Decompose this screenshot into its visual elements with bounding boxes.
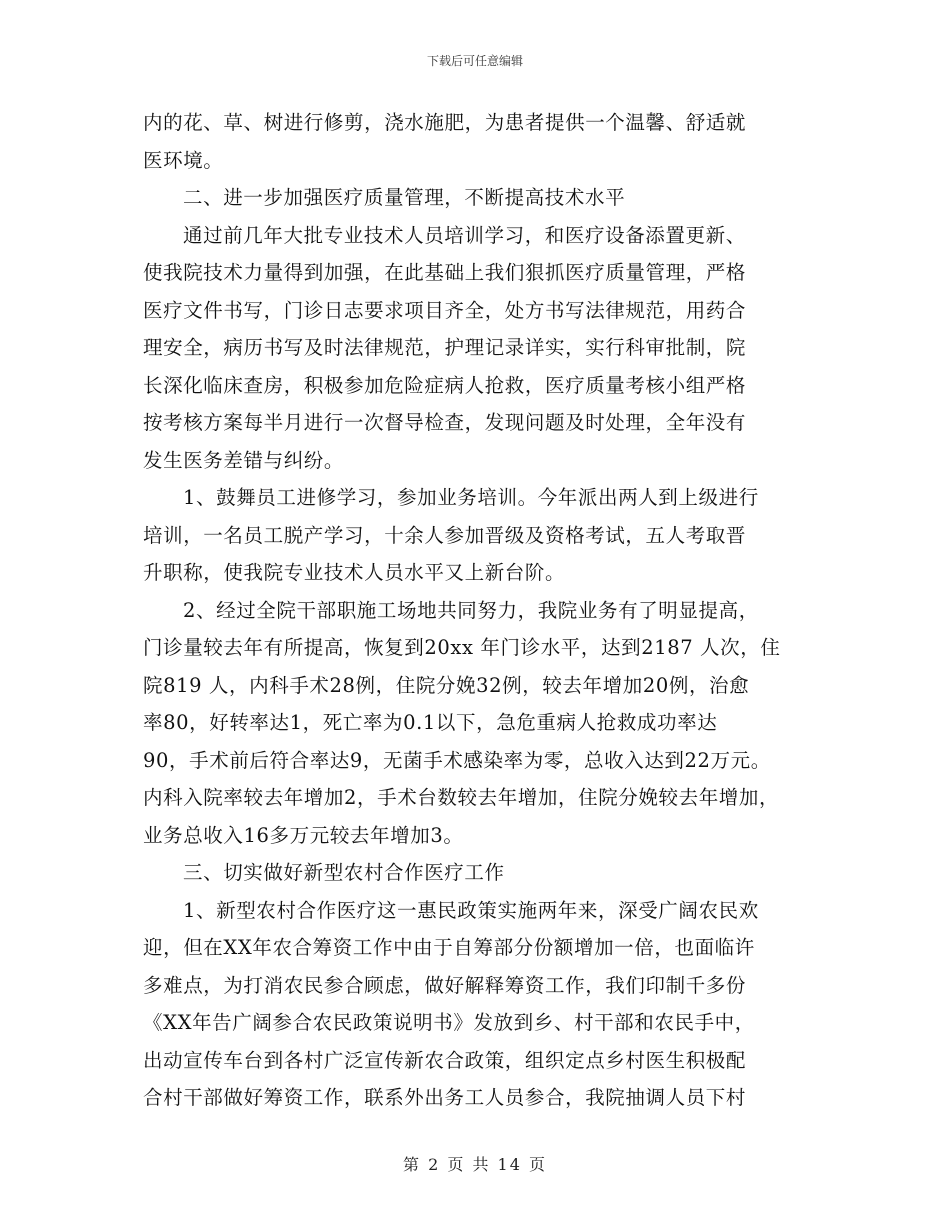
body-line: 医环境。 — [143, 148, 224, 172]
body-line: 1、新型农村合作医疗这一惠民政策实施两年来，深受广阔农民欢 — [183, 898, 759, 922]
body-line: 发生医务差错与纠纷。 — [143, 448, 345, 472]
page-header: 下载后可任意编辑 — [426, 54, 523, 68]
body-line: 按考核方案每半月进行一次督导检查，发现问题及时处理，全年没有 — [143, 411, 747, 434]
page-footer: 第 2 页 共 14 页 — [403, 1155, 547, 1174]
document-body — [143, 104, 833, 1117]
body-line: 通过前几年大批专业技术人员培训学习，和医疗设备添置更新、 — [183, 223, 746, 247]
body-line: 90，手术前后符合率达9，无菌手术感染率为零，总收入达到22万元。 — [143, 748, 771, 772]
body-line: 升职称，使我院专业技术人员水平又上新台阶。 — [143, 561, 566, 584]
body-line: 长深化临床查房，积极参加危险症病人抢救，医疗质量考核小组严格 — [143, 373, 747, 397]
body-line: 2、经过全院干部职施工场地共同努力，我院业务有了明显提高， — [183, 598, 759, 622]
body-line: 理安全，病历书写及时法律规范，护理记录详实，实行科审批制，院 — [143, 336, 747, 359]
body-line: 率80，好转率达1，死亡率为0.1以下，急危重病人抢救成功率达 — [143, 711, 718, 734]
body-line: 1、鼓舞员工进修学习，参加业务培训。今年派出两人到上级进行 — [183, 486, 759, 509]
body-line: 内科入院率较去年增加2，手术台数较去年增加，住院分娩较去年增加， — [143, 786, 780, 809]
body-line: 使我院技术力量得到加强，在此基础上我们狠抓医疗质量管理，严格 — [143, 261, 747, 284]
body-line: 多难点，为打消农民参合顾虑，做好解释筹资工作，我们印制千多份 — [143, 973, 747, 997]
body-line: 迎，但在XX年农合筹资工作中由于自筹部分份额增加一倍，也面临许 — [143, 936, 755, 959]
body-line: 合村干部做好筹资工作，联系外出务工人员参合，我院抽调人员下村 — [143, 1086, 747, 1109]
body-line: 培训，一名员工脱产学习，十余人参加晋级及资格考试，五人考取晋 — [143, 523, 747, 547]
body-line: 医疗文件书写，门诊日志要求项目齐全，处方书写法律规范，用药合 — [143, 298, 747, 322]
body-line: 出动宣传车台到各村广泛宣传新农合政策，组织定点乡村医生积极配 — [143, 1048, 747, 1072]
body-line: 业务总收入16多万元较去年增加3。 — [143, 823, 464, 847]
body-line: 门诊量较去年有所提高，恢复到20xx 年门诊水平，达到2187 人次，住 — [143, 636, 781, 659]
section-heading: 三、切实做好新型农村合作医疗工作 — [183, 861, 505, 884]
body-line: 院819 人，内科手术28例，住院分娩32例，较去年增加20例，治愈 — [143, 673, 750, 697]
body-line: 内的花、草、树进行修剪，浇水施肥，为患者提供一个温馨、舒适就 — [143, 111, 747, 134]
body-line: 《XX年告广阔参合农民政策说明书》发放到乡、村干部和农民手中， — [143, 1011, 755, 1034]
section-heading: 二、进一步加强医疗质量管理，不断提高技术水平 — [183, 186, 626, 209]
